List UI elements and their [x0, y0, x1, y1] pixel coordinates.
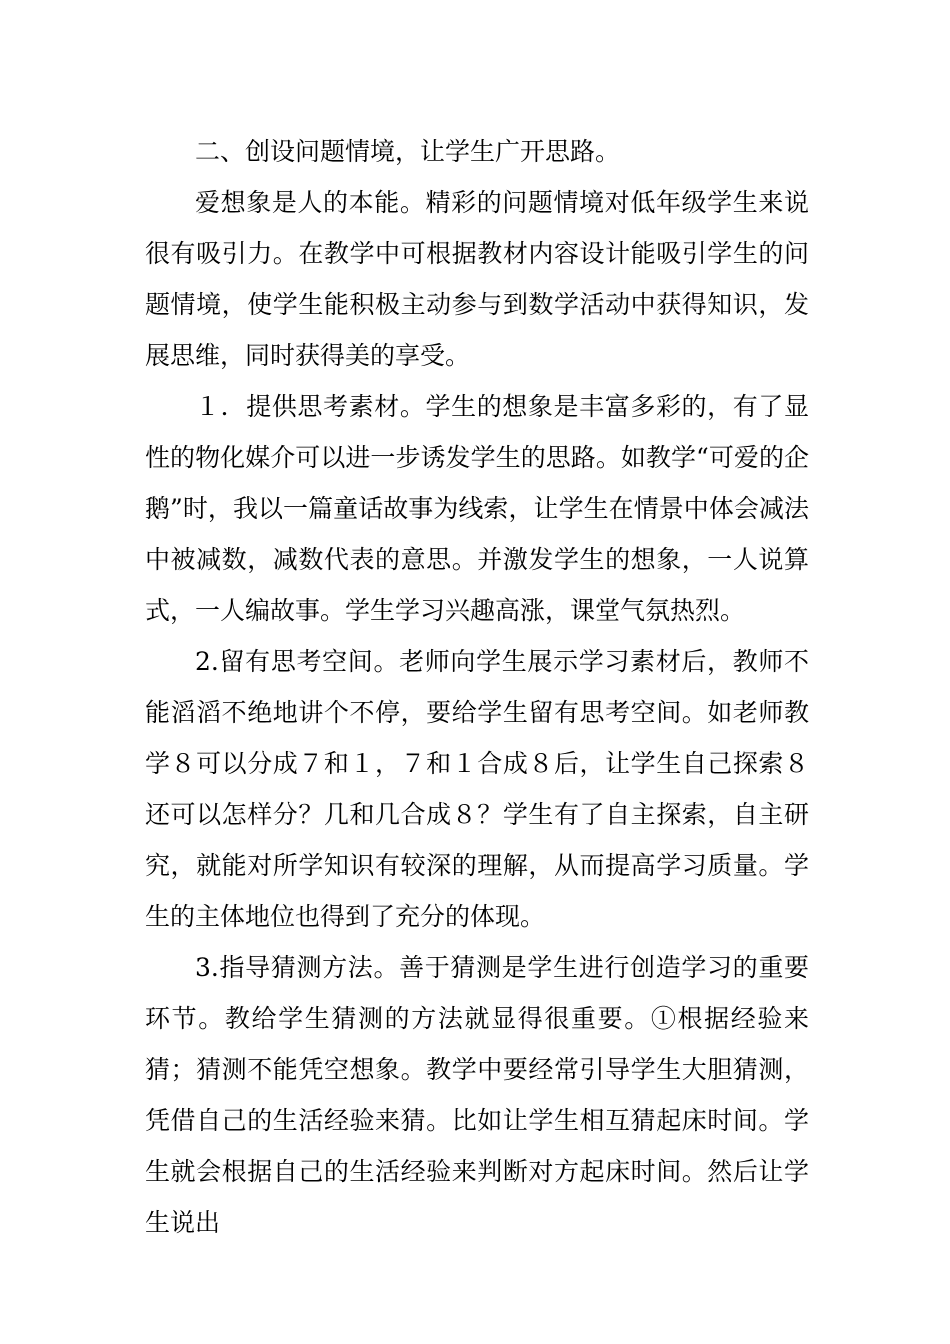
- paragraph-intro: 爱想象是人的本能。精彩的问题情境对低年级学生来说很有吸引力。在教学中可根据教材内容设计能吸引学生的问题情境，使学生能积极主动参与到数学活动中获得知识，发展思维，同时获得美的享受。: [145, 188, 809, 370]
- paragraph-point-2: 2.留有思考空间。老师向学生展示学习素材后，教师不能滔滔不绝地讲个不停，要给学生留有思考空间。如老师教学８可以分成７和１，７和１合成８后，让学生自己探索８还可以怎样分？几和几合成８？学生有了自主探索，自主研究，就能对所学知识有较深的理解，从而提高学习质量。学生的主体地位也得到了充分的体现。: [145, 647, 809, 931]
- paragraph-point-3: 3.指导猜测方法。善于猜测是学生进行创造学习的重要环节。教给学生猜测的方法就显得很重要。①根据经验来猜；猜测不能凭空想象。教学中要经常引导学生大胆猜测，凭借自己的生活经验来猜。比如让学生相互猜起床时间。学生就会根据自己的生活经验来判断对方起床时间。然后让学生说出: [145, 953, 809, 1237]
- section-heading: 二、创设问题情境，让学生广开思路。: [195, 137, 621, 166]
- paragraph-point-1: １．提供思考素材。学生的想象是丰富多彩的，有了显性的物化媒介可以进一步诱发学生的思路。如教学“可爱的企鹅”时，我以一篇童话故事为线索，让学生在情景中体会减法中被减数，减数代表的意思。并激发学生的想象，一人说算式，一人编故事。学生学习兴趣高涨，课堂气氛热烈。: [145, 392, 809, 625]
- document-body: [145, 126, 809, 1248]
